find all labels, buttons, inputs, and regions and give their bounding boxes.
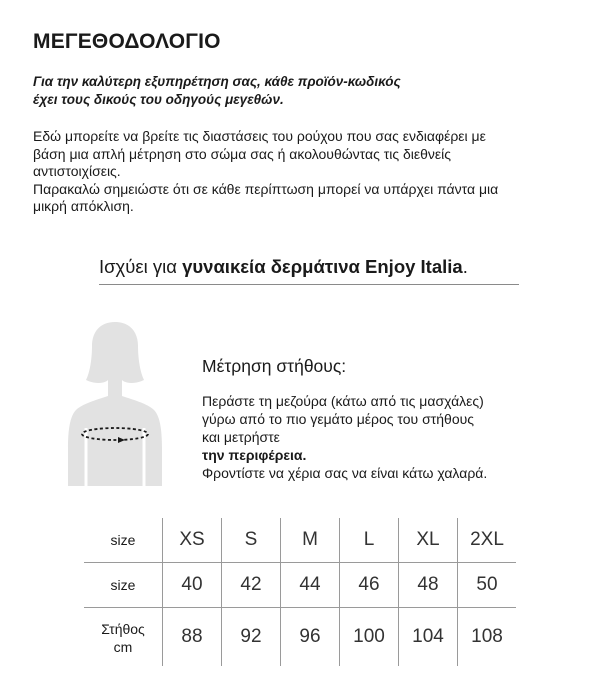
intro-line: αντιστοιχίσεις. (33, 163, 121, 179)
table-cell: 40 (163, 563, 222, 608)
table-cell: M (281, 518, 340, 563)
measure-line-prefix: και μετρήστε (202, 429, 280, 445)
table-cell: L (340, 518, 399, 563)
table-cell: 108 (458, 608, 517, 667)
measure-line: Φροντίστε να χέρια σας να είναι κάτω χαλαρά. (202, 465, 488, 481)
measure-line: γύρω από το πιο γεμάτο μέρος του στήθους (202, 411, 475, 427)
table-cell: 44 (281, 563, 340, 608)
applies-prefix: Ισχύει για (99, 256, 183, 277)
table-cell: 2XL (458, 518, 517, 563)
measure-line-bold: την περιφέρεια. (202, 447, 307, 463)
applies-product: γυναικεία δερμάτινα Enjoy Italia (182, 256, 463, 277)
row-label (84, 608, 163, 667)
table-row (84, 608, 516, 667)
table-cell: 104 (399, 608, 458, 667)
measure-title: Μέτρηση στήθους: (202, 356, 347, 376)
intro-bold-line: έχει τους δικούς του οδηγούς μεγεθών. (33, 92, 284, 107)
table-cell: 46 (340, 563, 399, 608)
measure-instructions (202, 392, 582, 482)
table-cell: 100 (340, 608, 399, 667)
table-cell: 48 (399, 563, 458, 608)
row-label: size (84, 563, 163, 608)
intro-line: μικρή απόκλιση. (33, 198, 134, 214)
table-cell: XS (163, 518, 222, 563)
row-label-line: cm (113, 639, 133, 655)
table-cell: 96 (281, 608, 340, 667)
intro-bold-line: Για την καλύτερη εξυπηρέτηση σας, κάθε προϊόν-κωδικός (33, 74, 401, 89)
applies-suffix: . (462, 256, 468, 277)
measure-line: Περάστε τη μεζούρα (κάτω από τις μασχάλες) (202, 393, 484, 409)
female-torso-measure-icon (60, 318, 170, 486)
applies-to-heading (99, 255, 519, 279)
intro-line: Εδώ μπορείτε να βρείτε τις διαστάσεις του ρούχου που σας ενδιαφέρει με (33, 128, 486, 144)
table-row (84, 518, 516, 563)
table-cell: 92 (222, 608, 281, 667)
table-cell: S (222, 518, 281, 563)
table-cell: 42 (222, 563, 281, 608)
table-cell: 88 (163, 608, 222, 667)
intro-paragraph (33, 128, 573, 216)
table-row (84, 563, 516, 608)
intro-line: βάση μια απλή μέτρηση στο σώμα σας ή ακολουθώντας τις διεθνείς (33, 145, 452, 162)
measure-line (202, 428, 582, 464)
heading-underline (99, 284, 519, 285)
row-label-line: Στήθος (101, 621, 145, 637)
size-table (84, 518, 516, 666)
table-cell: XL (399, 518, 458, 563)
row-label: size (84, 518, 163, 563)
table-cell: 50 (458, 563, 517, 608)
intro-line: Παρακαλώ σημειώστε ότι σε κάθε περίπτωση μπορεί να υπάρχει πάντα μια (33, 180, 499, 197)
page-title: ΜΕΓΕΘΟΔΟΛΟΓΙΟ (33, 30, 221, 53)
intro-bold-text (33, 73, 553, 109)
